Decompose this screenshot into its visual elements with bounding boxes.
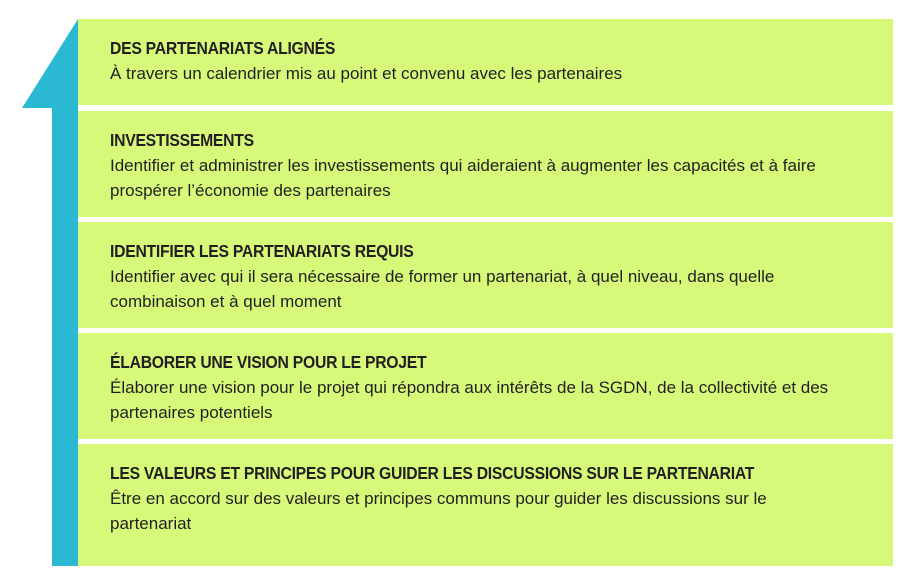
step-title: ÉLABORER UNE VISION POUR LE PROJET xyxy=(110,352,427,372)
step-box-values-principles xyxy=(78,444,893,566)
step-box-aligned-partnerships xyxy=(78,19,893,105)
step-description: Identifier et administrer les investissements qui aideraient à augmenter les capacités et à faire prospérer l’économie des partenaires xyxy=(110,156,816,200)
step-title: INVESTISSEMENTS xyxy=(110,130,254,150)
step-title: DES PARTENARIATS ALIGNÉS xyxy=(110,38,336,58)
step-title: LES VALEURS ET PRINCIPES POUR GUIDER LES DISCUSSIONS SUR LE PARTENARIAT xyxy=(110,463,755,483)
progress-arrow xyxy=(22,19,78,566)
step-description: Identifier avec qui il sera nécessaire de former un partenariat, à quel niveau, dans quelle combinaison et à quel moment xyxy=(110,267,775,311)
step-description: Être en accord sur des valeurs et principes communs pour guider les discussions sur le partenariat xyxy=(110,489,767,533)
step-description: À travers un calendrier mis au point et convenu avec les partenaires xyxy=(110,64,623,83)
step-title: IDENTIFIER LES PARTENARIATS REQUIS xyxy=(110,241,414,261)
step-box-investments xyxy=(78,111,893,217)
step-box-required-partnerships xyxy=(78,222,893,328)
step-box-project-vision xyxy=(78,333,893,439)
step-description: Élaborer une vision pour le projet qui répondra aux intérêts de la SGDN, de la collectivité et des partenaires potentiels xyxy=(110,378,829,422)
